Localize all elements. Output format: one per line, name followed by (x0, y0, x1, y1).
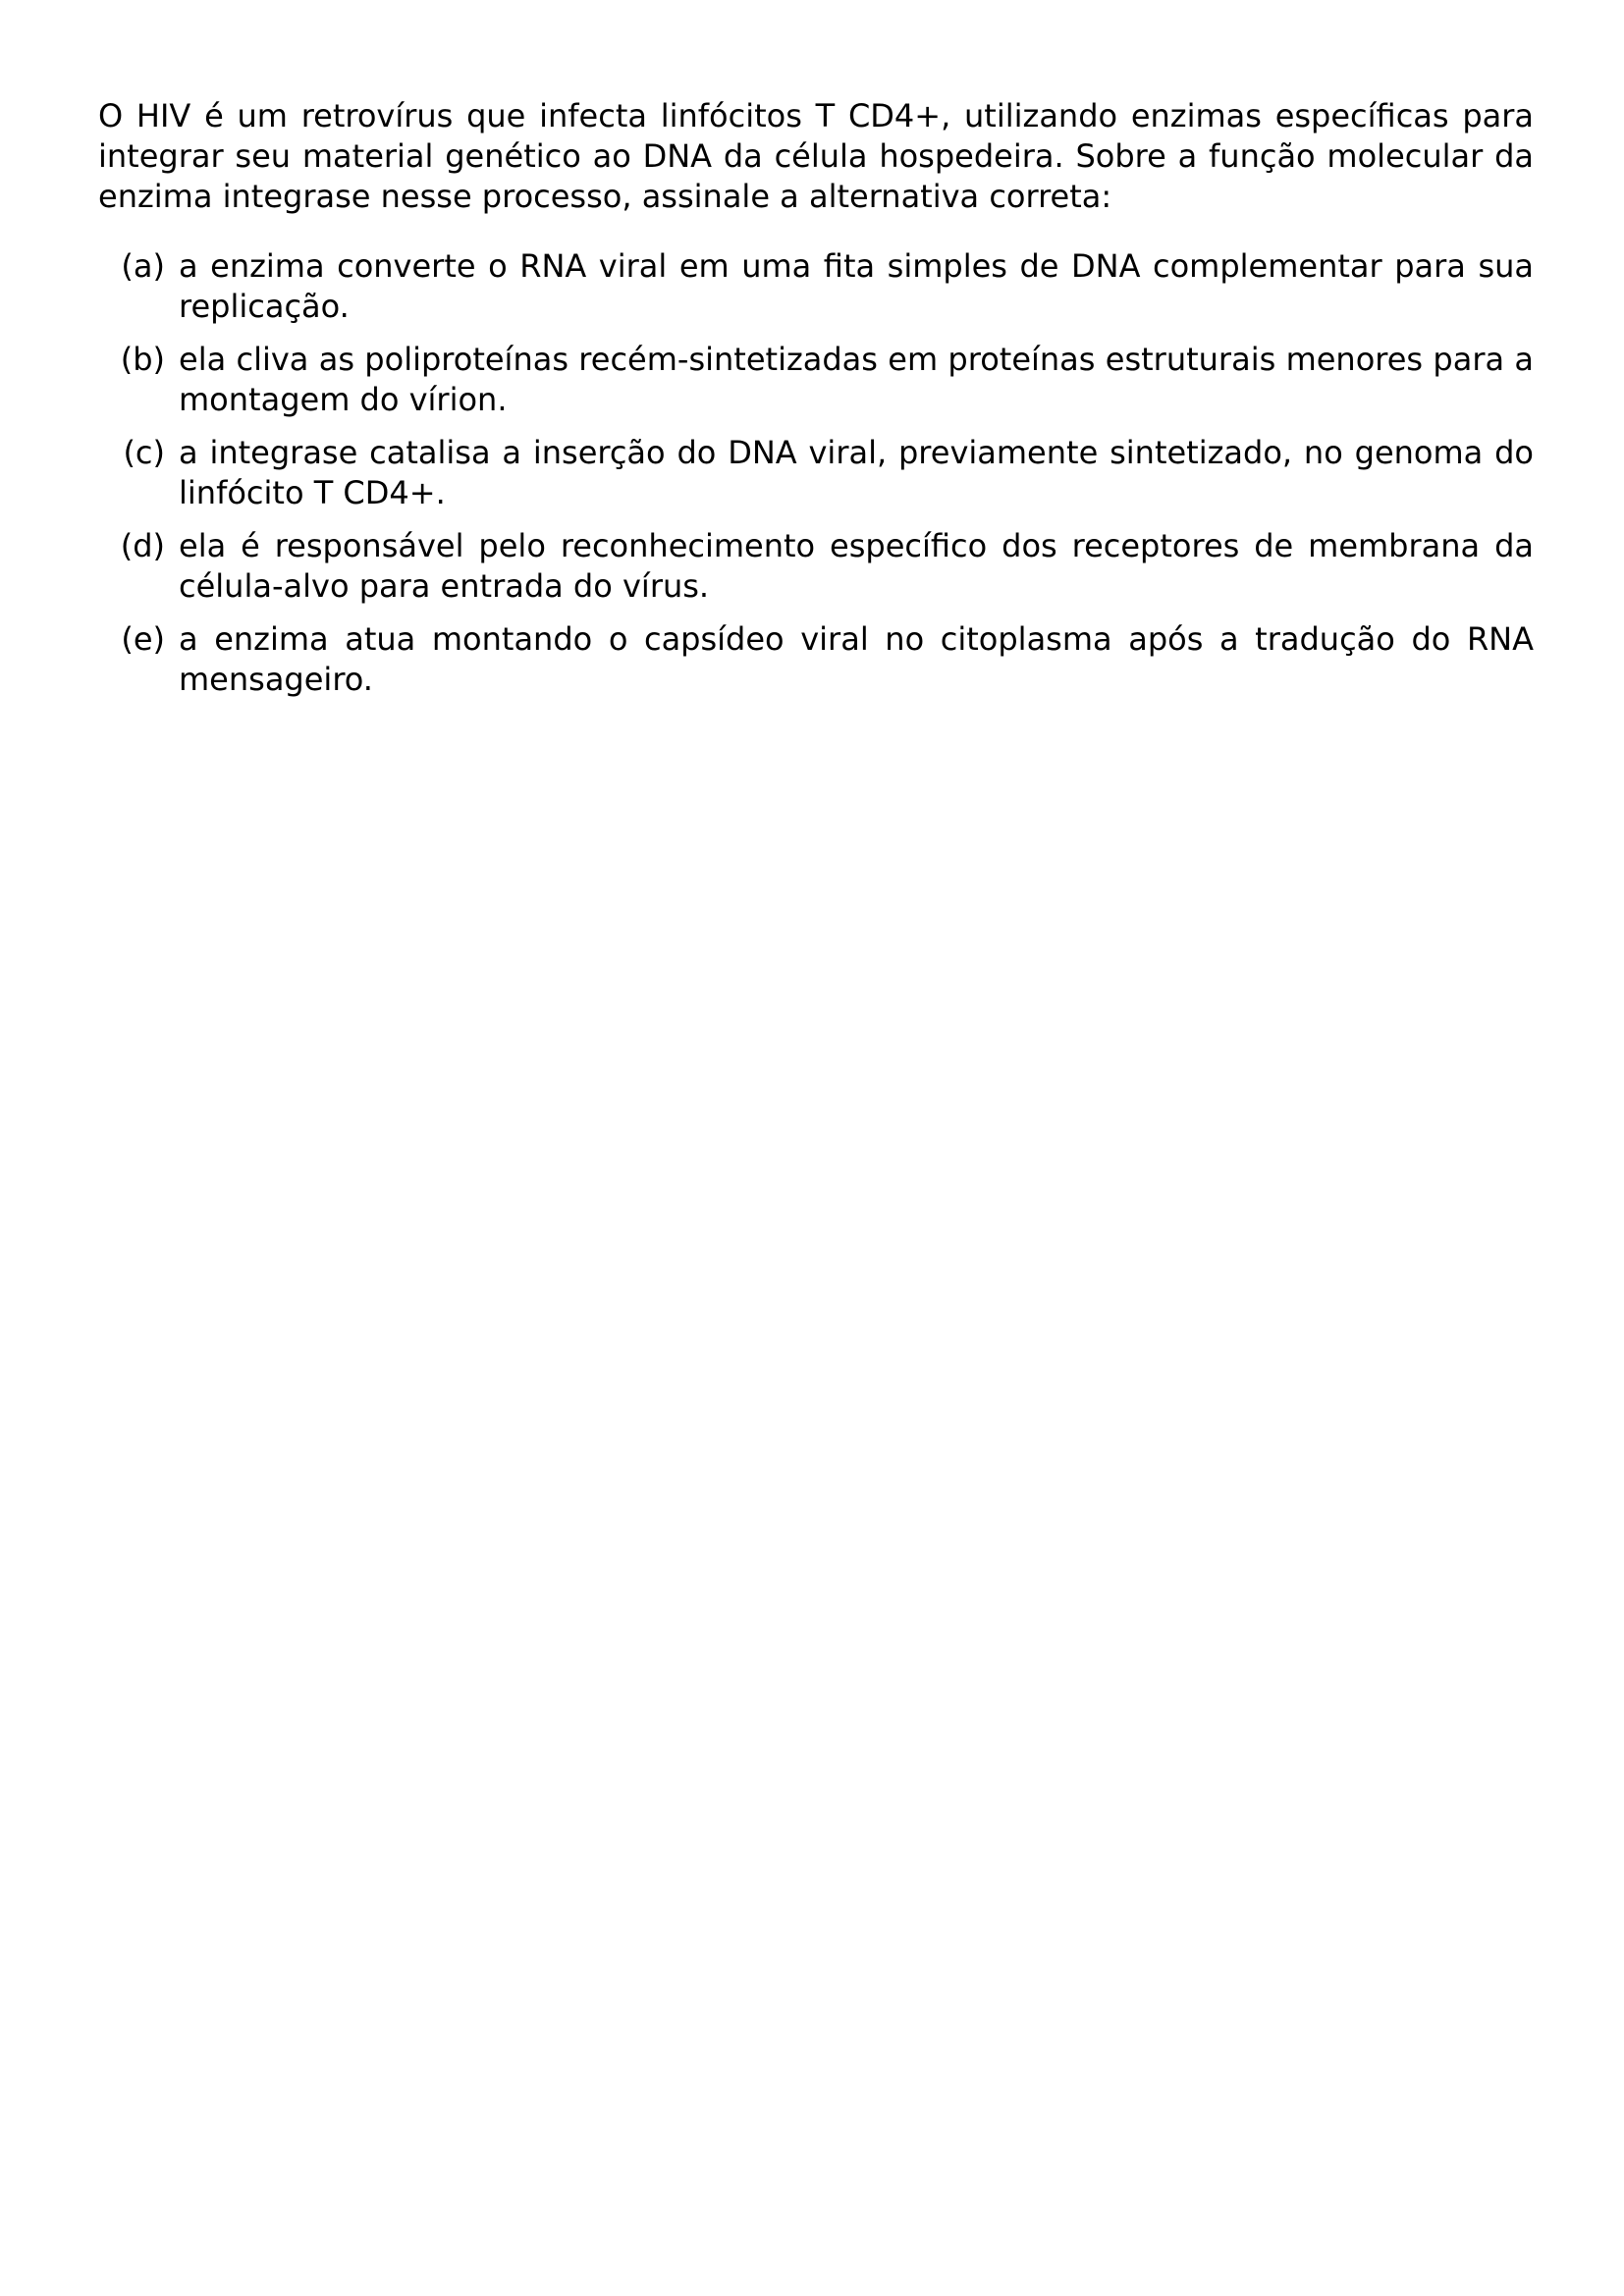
option-label: (d) (120, 527, 165, 564)
option-text: ela cliva as poliproteínas recém-sintetizadas em proteínas estruturais menores para a montagem do vírion. (179, 341, 1534, 418)
answer-option-c (98, 433, 1534, 513)
answer-option-b (98, 340, 1534, 420)
option-label: (a) (121, 247, 165, 285)
option-label: (b) (120, 341, 165, 378)
question-text: O HIV é um retrovírus que infecta linfócitos T CD4+, utilizando enzimas específicas para integrar seu material genético ao DNA da célula hospedeira. Sobre a função molecular da enzima integrase nesse processo, assinale a alternativa correta: (98, 97, 1534, 215)
option-text: ela é responsável pelo reconhecimento específico dos receptores de membrana da célula-alvo para entrada do vírus. (179, 527, 1534, 605)
answer-options-list (98, 246, 1534, 700)
option-label: (e) (121, 620, 165, 658)
document-page (98, 96, 1534, 713)
option-text: a enzima converte o RNA viral em uma fita simples de DNA complementar para sua replicação. (179, 247, 1534, 325)
option-text: a enzima atua montando o capsídeo viral no citoplasma após a tradução do RNA mensageiro. (179, 620, 1534, 698)
option-text: a integrase catalisa a inserção do DNA viral, previamente sintetizado, no genoma do linfócito T CD4+. (179, 434, 1534, 511)
answer-option-d (98, 526, 1534, 607)
answer-option-e (98, 619, 1534, 700)
option-label: (c) (123, 434, 165, 471)
answer-option-a (98, 246, 1534, 327)
